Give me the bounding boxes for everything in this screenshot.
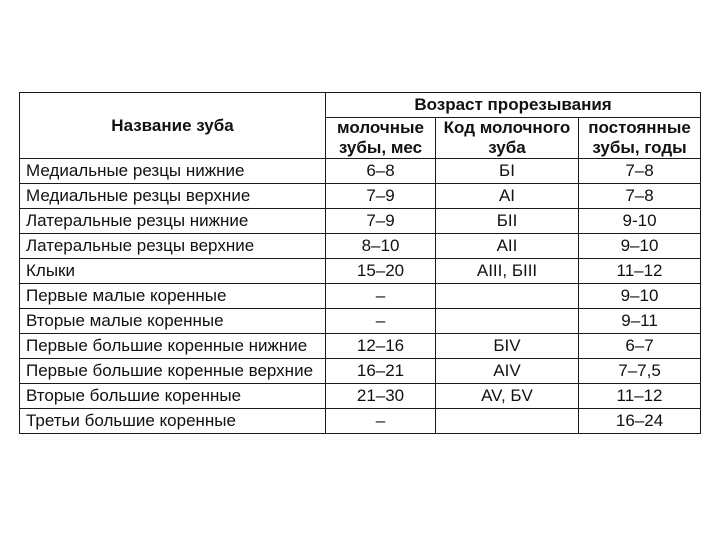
cell-milk-code: AII [436, 234, 579, 259]
cell-milk-age: 8–10 [326, 234, 436, 259]
table-row [20, 259, 701, 284]
cell-tooth-name: Медиальные резцы верхние [20, 184, 326, 209]
table-row [20, 334, 701, 359]
teeth-eruption-table [19, 92, 701, 434]
cell-milk-code: БI [436, 159, 579, 184]
table-row [20, 384, 701, 409]
cell-milk-code: AV, БV [436, 384, 579, 409]
cell-milk-age: 7–9 [326, 184, 436, 209]
header-permanent-teeth: постоянные зубы, годы [579, 118, 701, 159]
cell-milk-code: AIV [436, 359, 579, 384]
cell-milk-age: 15–20 [326, 259, 436, 284]
table-body [20, 159, 701, 434]
cell-permanent-age: 6–7 [579, 334, 701, 359]
table-row [20, 409, 701, 434]
cell-milk-code [436, 309, 579, 334]
cell-milk-age: 16–21 [326, 359, 436, 384]
cell-milk-age: – [326, 284, 436, 309]
cell-milk-code: AI [436, 184, 579, 209]
cell-tooth-name: Первые большие коренные верхние [20, 359, 326, 384]
cell-tooth-name: Медиальные резцы нижние [20, 159, 326, 184]
cell-tooth-name: Вторые малые коренные [20, 309, 326, 334]
cell-milk-age: – [326, 309, 436, 334]
table-row [20, 359, 701, 384]
table-row [20, 309, 701, 334]
cell-permanent-age: 7–8 [579, 159, 701, 184]
cell-tooth-name: Третьи большие коренные [20, 409, 326, 434]
cell-milk-age: 7–9 [326, 209, 436, 234]
header-milk-teeth: молочные зубы, мес [326, 118, 436, 159]
cell-milk-code: БIV [436, 334, 579, 359]
cell-permanent-age: 7–7,5 [579, 359, 701, 384]
cell-permanent-age: 9-10 [579, 209, 701, 234]
table-row [20, 234, 701, 259]
cell-permanent-age: 9–10 [579, 234, 701, 259]
cell-milk-code [436, 409, 579, 434]
cell-permanent-age: 9–10 [579, 284, 701, 309]
cell-permanent-age: 7–8 [579, 184, 701, 209]
cell-permanent-age: 11–12 [579, 259, 701, 284]
cell-milk-age: 21–30 [326, 384, 436, 409]
table-header [20, 93, 701, 159]
cell-tooth-name: Первые большие коренные нижние [20, 334, 326, 359]
cell-permanent-age: 16–24 [579, 409, 701, 434]
cell-permanent-age: 9–11 [579, 309, 701, 334]
cell-milk-age: – [326, 409, 436, 434]
cell-milk-code [436, 284, 579, 309]
table-row [20, 209, 701, 234]
cell-tooth-name: Вторые большие коренные [20, 384, 326, 409]
header-milk-code: Код молочного зуба [436, 118, 579, 159]
table-row [20, 284, 701, 309]
header-tooth-name: Название зуба [20, 93, 326, 159]
cell-milk-code: БII [436, 209, 579, 234]
header-eruption-age: Возраст прорезывания [326, 93, 701, 118]
cell-permanent-age: 11–12 [579, 384, 701, 409]
table-row [20, 184, 701, 209]
cell-tooth-name: Клыки [20, 259, 326, 284]
cell-tooth-name: Латеральные резцы нижние [20, 209, 326, 234]
table-row [20, 159, 701, 184]
cell-tooth-name: Латеральные резцы верхние [20, 234, 326, 259]
cell-milk-age: 6–8 [326, 159, 436, 184]
cell-tooth-name: Первые малые коренные [20, 284, 326, 309]
cell-milk-code: AIII, БIII [436, 259, 579, 284]
cell-milk-age: 12–16 [326, 334, 436, 359]
